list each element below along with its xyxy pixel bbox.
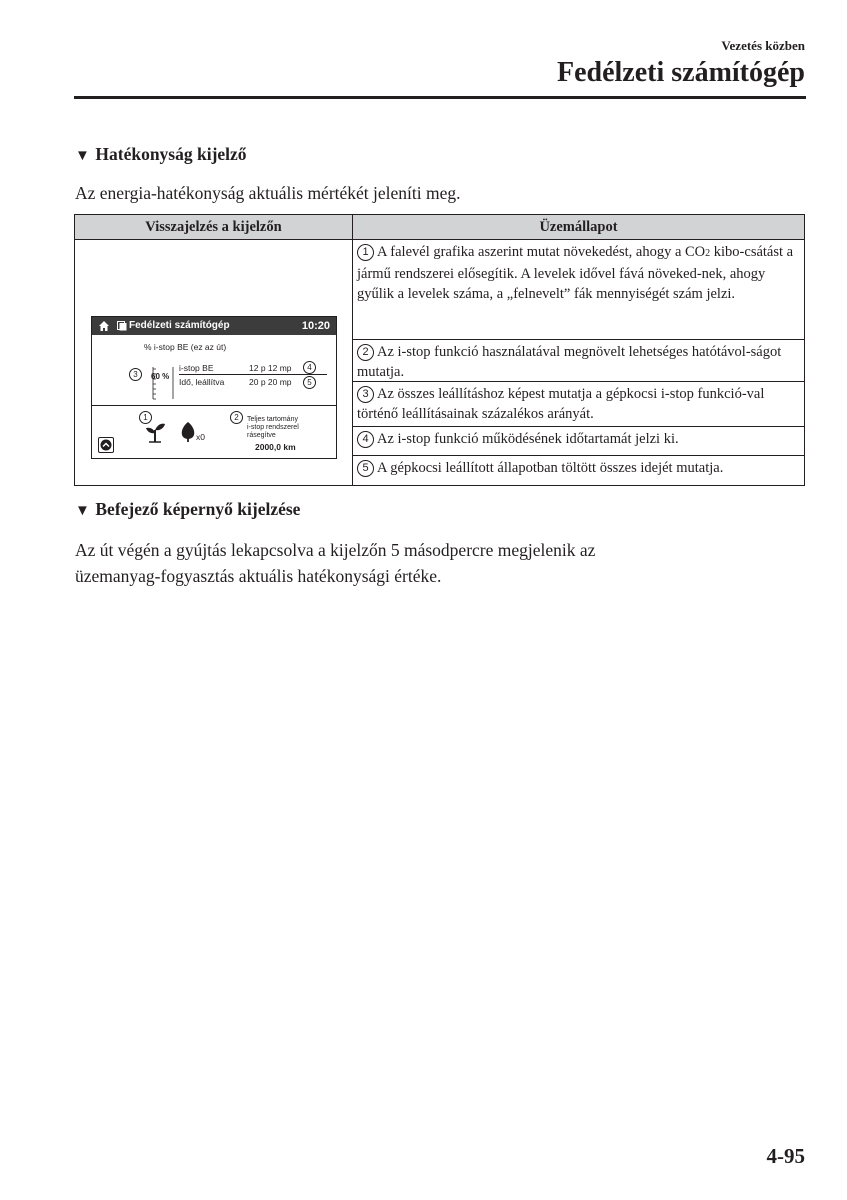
callout-4: 4 (303, 361, 316, 374)
screen-title-bar (92, 317, 336, 335)
page-title: Fedélzeti számítógép (556, 57, 805, 88)
stopped-time-label: Idő, leállítva (179, 377, 225, 387)
scroll-up-button[interactable] (98, 437, 114, 453)
table-header-state: Üzemállapot (353, 215, 804, 240)
table-row (353, 240, 804, 340)
row-text: A gépkocsi leállított állapotban töltött összes idejét mutatja. (377, 460, 724, 476)
table-row (353, 382, 804, 427)
row-divider (179, 374, 327, 375)
section-body (75, 537, 795, 589)
table-row (353, 340, 804, 382)
chapter-label: Vezetés közben (721, 38, 805, 53)
callout-5: 5 (303, 376, 316, 389)
screen-title: Fedélzeti számítógép (129, 320, 230, 331)
section-intro: Az energia-hatékonyság aktuális mértékét jeleníti meg. (75, 183, 461, 203)
istop-on-label: i-stop BE (179, 363, 214, 373)
range-label-line3: rásegítve (247, 432, 276, 439)
home-icon (99, 321, 109, 331)
tree-icon (180, 421, 196, 443)
range-label-line1: Teljes tartomány (247, 416, 298, 423)
chevron-up-icon (100, 439, 112, 451)
section-body-line1: Az út végén a gyújtás lekapcsolva a kijelzőn 5 másodpercre megjelenik az (75, 540, 596, 560)
screen-divider (92, 405, 336, 406)
row-text: A falevél grafika aszerint mutat növekedést, ahogy a CO (377, 244, 706, 260)
triangle-bullet-icon: ▼ (75, 148, 90, 164)
triangle-bullet-icon: ▼ (75, 503, 90, 519)
row-text-cont: kibo-csátást a jármű rendszerei elősegítik. A levelek idővel fává növeked-nek, ahogy gyűlik a levelek száma, a „felnevelt” fák mennyiségét szám jelzi. (357, 244, 794, 302)
range-value: 2000,0 km (255, 442, 296, 452)
row-text: Az i-stop funkció működésének időtartamát jelzi ki. (377, 431, 679, 447)
page-number: 4-95 (766, 1144, 805, 1168)
row-number: 2 (357, 344, 374, 361)
callout-1: 1 (139, 411, 152, 424)
table-row (353, 456, 804, 485)
callout-3: 3 (129, 368, 142, 381)
info-table (74, 214, 805, 486)
display-cell (75, 240, 353, 485)
stopped-time-value: 20 p 20 mp (249, 377, 292, 387)
section-body-line2: üzemanyag-fogyasztás aktuális hatékonysági értéke. (75, 566, 442, 586)
istop-on-value: 12 p 12 mp (249, 363, 292, 373)
istop-percent-label: % i-stop BE (ez az út) (144, 342, 227, 352)
row-number: 1 (357, 244, 374, 261)
table-row (353, 427, 804, 456)
header-rule (74, 96, 806, 99)
section-heading-text: Hatékonyság kijelző (95, 144, 247, 164)
callout-2: 2 (230, 411, 243, 424)
screen-clock: 10:20 (301, 320, 330, 332)
row-number: 3 (357, 386, 374, 403)
row-number: 4 (357, 431, 374, 448)
document-icon (117, 321, 127, 331)
range-label-line2: i-stop rendszerel (247, 424, 299, 431)
section-heading-efficiency (75, 144, 247, 165)
section-heading-end-screen (75, 499, 300, 520)
table-header-display: Visszajelzés a kijelzőn (75, 215, 353, 240)
gauge-value: 60 % (151, 372, 170, 381)
tree-count: x0 (196, 432, 205, 442)
row-number: 5 (357, 460, 374, 477)
row-text: Az i-stop funkció használatával megnövelt lehetséges hatótávol-ságot mutatja. (357, 344, 782, 380)
section-heading-text: Befejező képernyő kijelzése (95, 499, 301, 519)
subscript: 2 (705, 248, 711, 259)
efficiency-display-screen (91, 316, 337, 459)
sprout-icon (144, 421, 166, 443)
row-text: Az összes leállításhoz képest mutatja a gépkocsi i-stop funkció-val történő leállításainak százalékos arányát. (357, 386, 765, 422)
